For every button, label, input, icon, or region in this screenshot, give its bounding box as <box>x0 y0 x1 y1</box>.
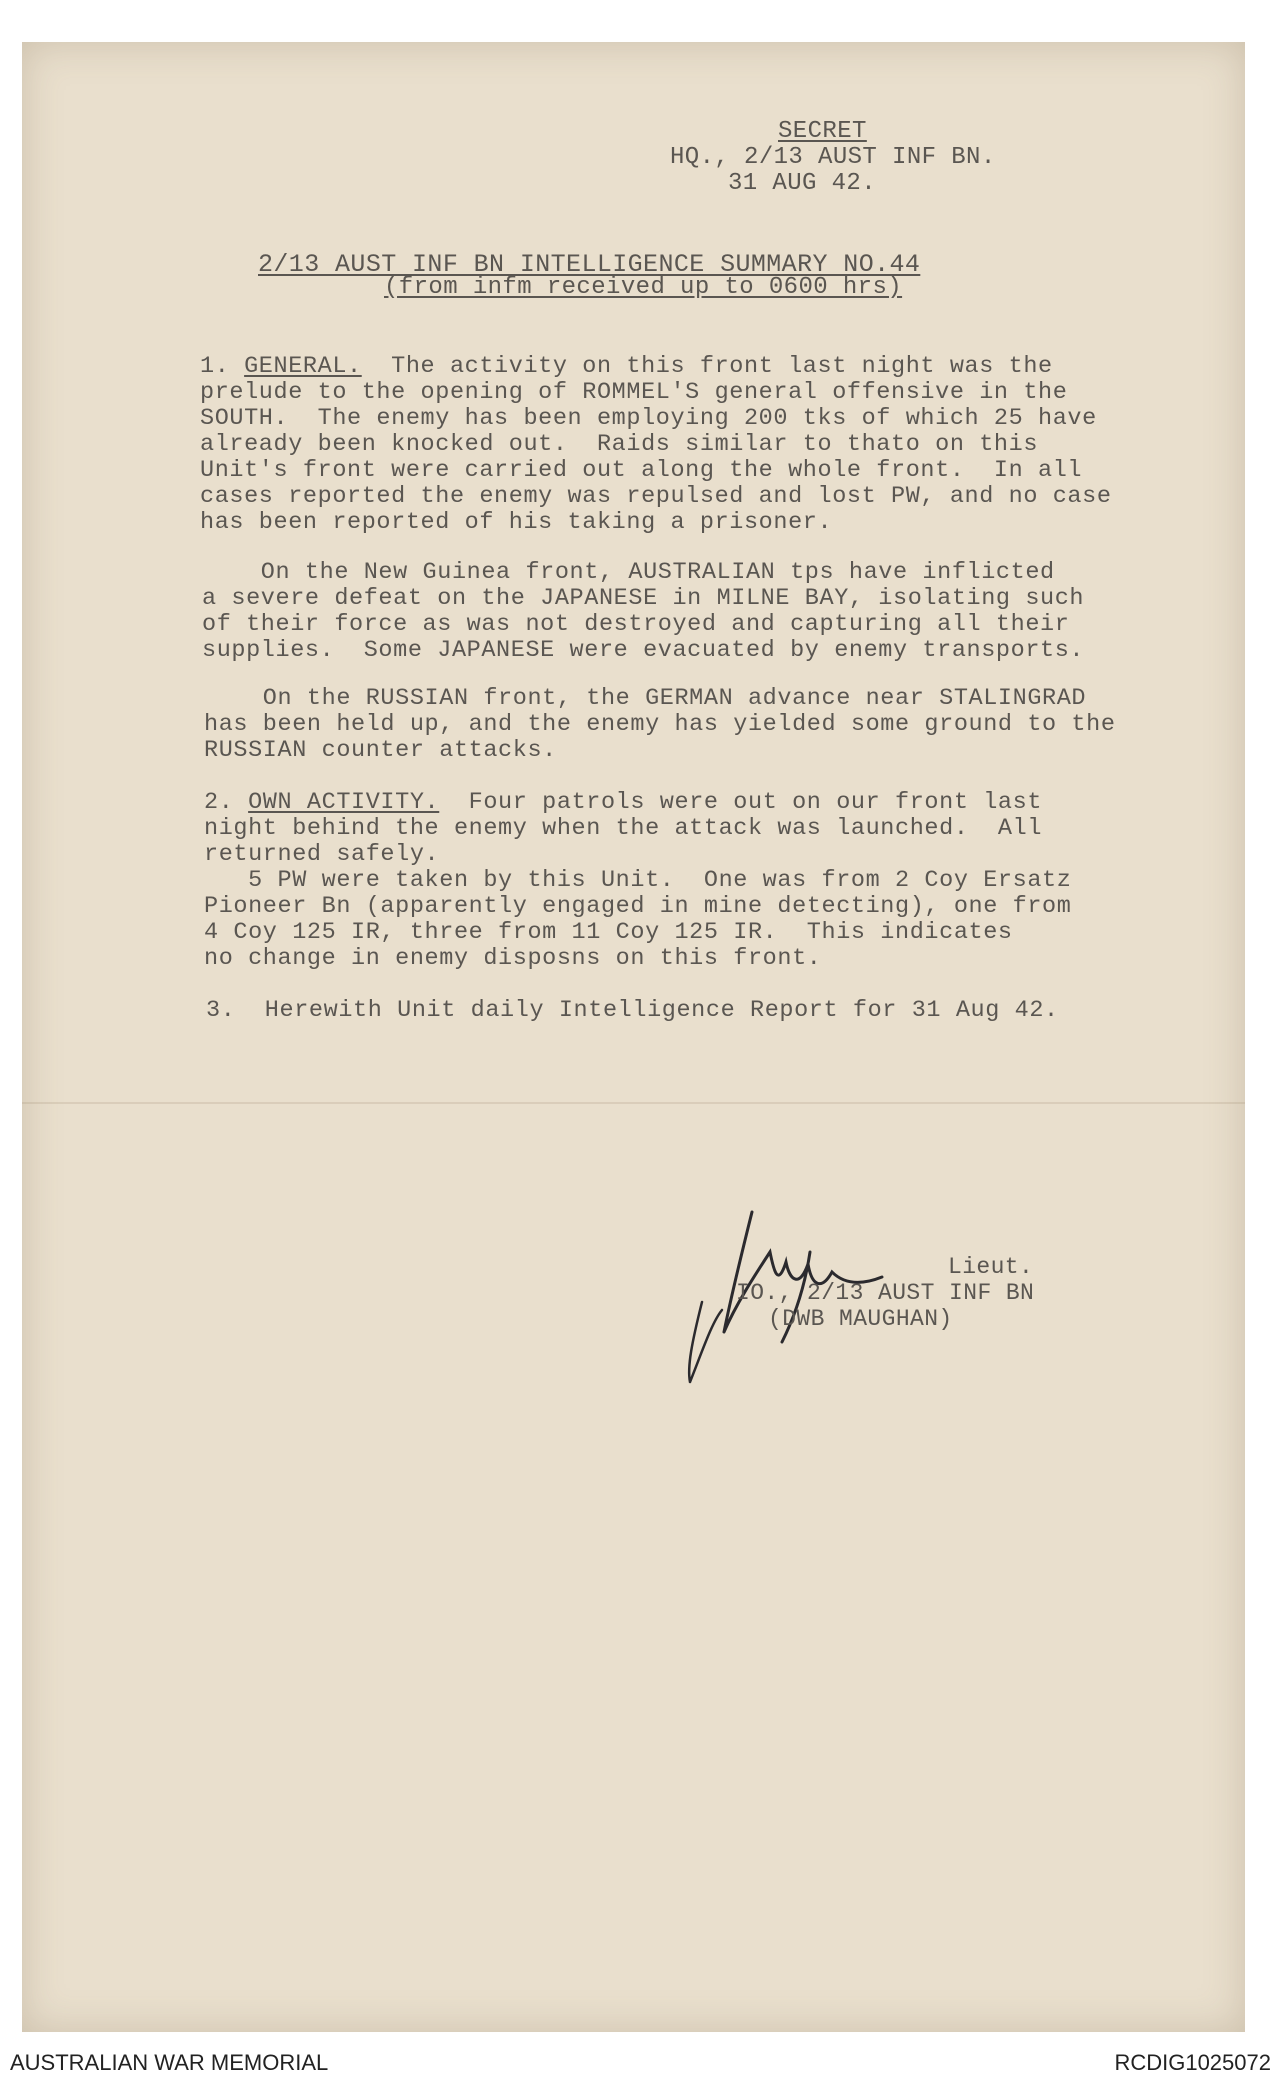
text-line: of their force as was not destroyed and capturing all their <box>202 611 1070 638</box>
text-line: cases reported the enemy was repulsed and lost PW, and no case <box>200 483 1112 510</box>
section-3-number: 3. <box>206 997 236 1024</box>
text-line: On the RUSSIAN front, the GERMAN advance near STALINGRAD <box>204 685 1087 712</box>
signatory-appointment: IO., 2/13 AUST INF BN <box>736 1280 1035 1306</box>
section-2-paragraph-1 <box>204 816 1042 868</box>
text-line: prelude to the opening of ROMMEL'S general offensive in the <box>200 379 1068 406</box>
text-line: night behind the enemy when the attack was launched. All <box>204 815 1043 842</box>
section-1-heading: GENERAL. <box>244 353 362 380</box>
signatory-rank: Lieut. <box>948 1254 1034 1280</box>
document-page <box>22 42 1245 2032</box>
text-line: SOUTH. The enemy has been employing 200 tks of which 25 have <box>200 405 1097 432</box>
section-1-paragraph-2 <box>202 560 1084 664</box>
document-subtitle: (from infm received up to 0600 hrs) <box>384 274 903 301</box>
text-line: has been reported of his taking a prisoner. <box>200 509 833 536</box>
text-line: Unit's front were carried out along the whole front. In all <box>200 457 1083 484</box>
text-line: returned safely. <box>204 841 440 868</box>
section-3-text: Herewith Unit daily Intelligence Report for 31 Aug 42. <box>235 997 1059 1024</box>
section-1-number: 1. <box>200 353 230 380</box>
section-2-number: 2. <box>204 789 234 816</box>
paper-fold <box>22 1102 1245 1104</box>
text-line: 5 PW were taken by this Unit. One was from 2 Coy Ersatz <box>204 867 1072 894</box>
section-2-intro: Four patrols were out on our front last <box>439 789 1043 816</box>
section-2-paragraph-2 <box>204 868 1071 972</box>
section-1-first-line <box>200 354 1053 380</box>
section-2-first-line <box>204 790 1042 816</box>
classification-marking: SECRET <box>778 118 867 145</box>
text-line: supplies. Some JAPANESE were evacuated by enemy transports. <box>202 637 1085 664</box>
section-3-line <box>206 998 1059 1024</box>
text-line: a severe defeat on the JAPANESE in MILNE BAY, isolating such <box>202 585 1085 612</box>
section-1-paragraph-3 <box>204 686 1116 764</box>
section-1-paragraph-1 <box>200 380 1112 536</box>
signature-per-stroke <box>689 1302 722 1382</box>
text-line: Pioneer Bn (apparently engaged in mine detecting), one from <box>204 893 1072 920</box>
text-line: 4 Coy 125 IR, three from 11 Coy 125 IR. This indicates <box>204 919 1013 946</box>
text-line: RUSSIAN counter attacks. <box>204 737 557 764</box>
text-line: no change in enemy disposns on this front. <box>204 945 822 972</box>
unit-address: HQ., 2/13 AUST INF BN. <box>670 144 996 171</box>
document-date: 31 AUG 42. <box>728 170 877 197</box>
archive-reference: RCDIG1025072 <box>1114 2050 1271 2075</box>
section-1-intro: The activity on this front last night was the <box>361 353 1053 380</box>
signatory-name: (DWB MAUGHAN) <box>768 1306 953 1332</box>
section-2-heading: OWN ACTIVITY. <box>248 789 440 816</box>
text-line: has been held up, and the enemy has yielded some ground to the <box>204 711 1116 738</box>
text-line: On the New Guinea front, AUSTRALIAN tps have inflicted <box>202 559 1055 586</box>
archive-name: AUSTRALIAN WAR MEMORIAL <box>10 2050 329 2075</box>
document-title: 2/13 AUST INF BN INTELLIGENCE SUMMARY NO.44 <box>258 250 921 279</box>
text-line: already been knocked out. Raids similar to thato on this <box>200 431 1039 458</box>
